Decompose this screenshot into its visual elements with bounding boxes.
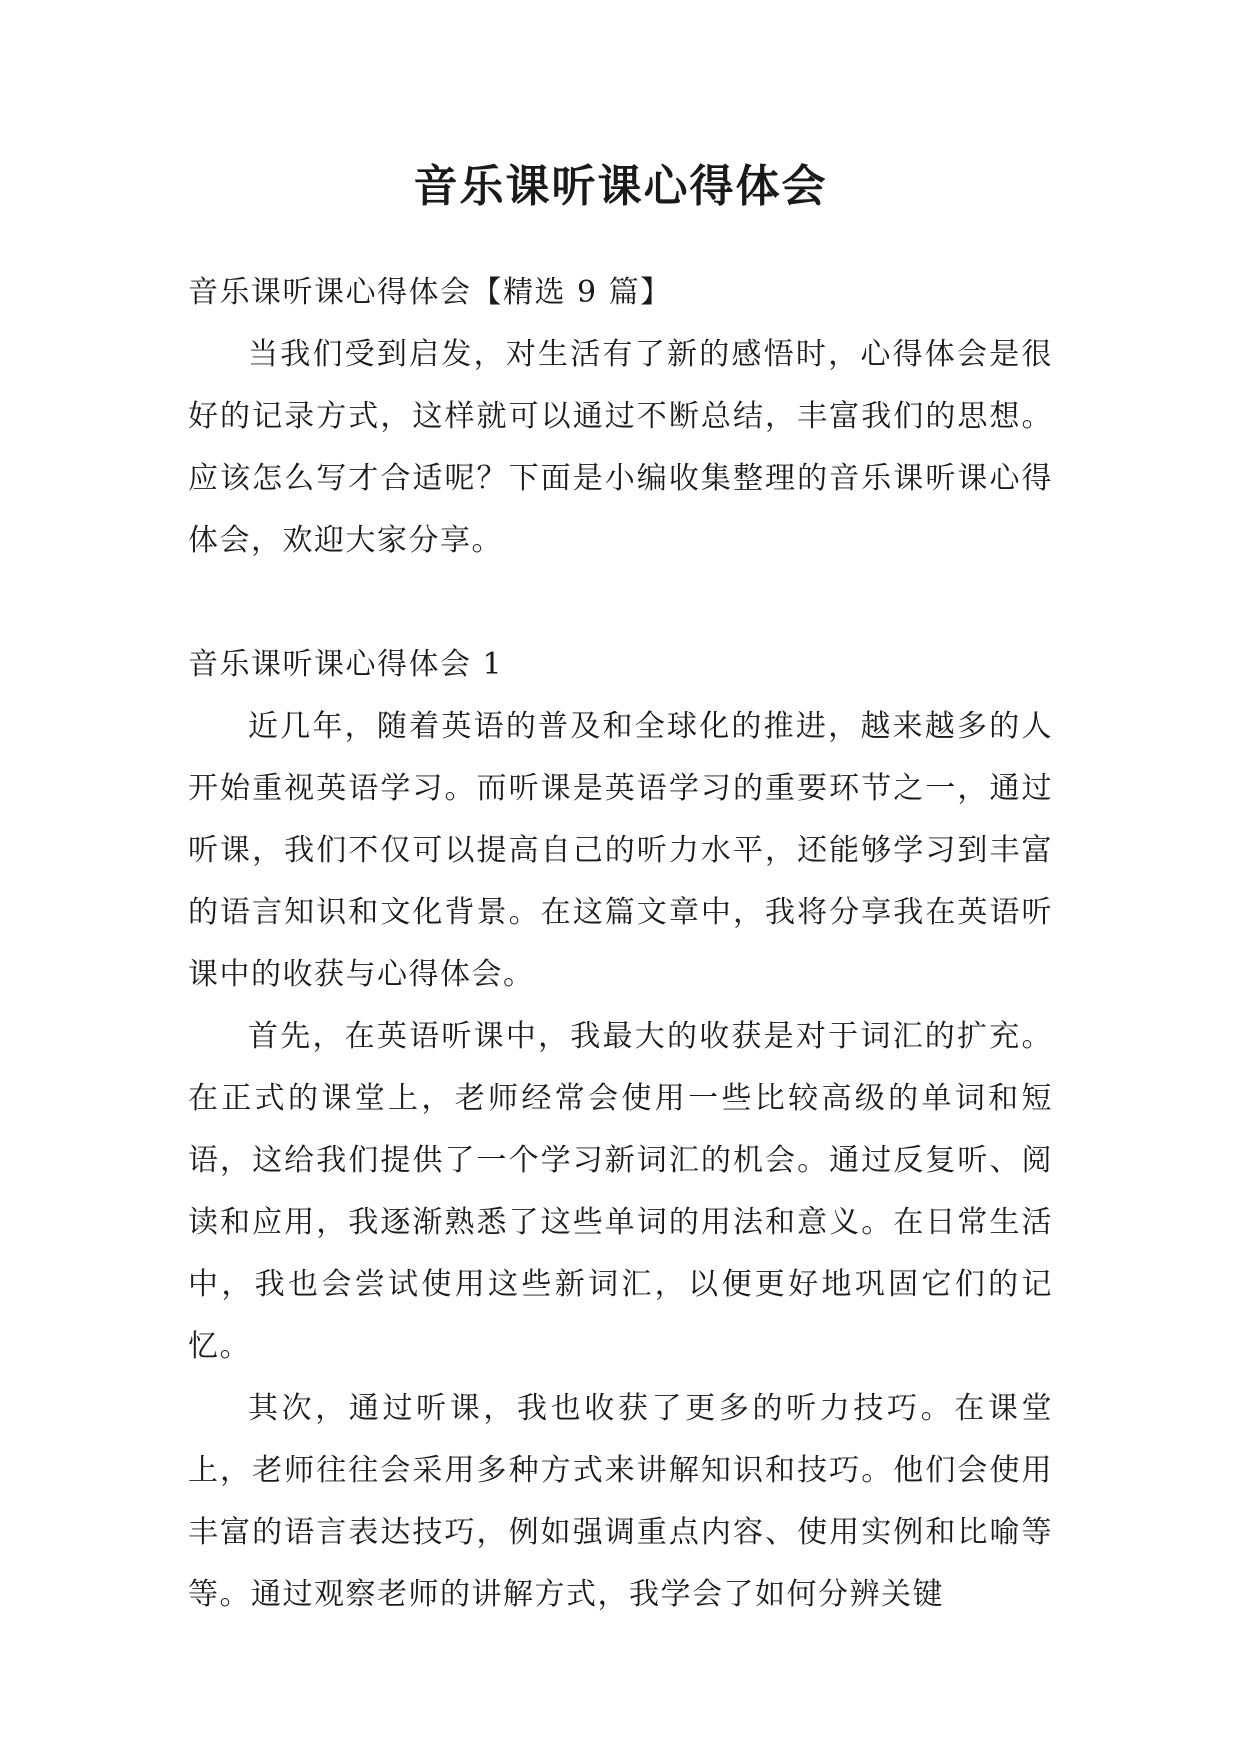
section-1-heading: 音乐课听课心得体会 1 <box>188 647 504 682</box>
document-body <box>188 262 1053 1626</box>
document-title: 音乐课听课心得体会 <box>413 161 828 212</box>
section-1-paragraph-3: 其次，通过听课，我也收获了更多的听力技巧。在课堂上，老师往往会采用多种方式来讲解知识和技巧。他们会使用丰富的语言表达技巧，例如强调重点内容、使用实例和比喻等等。通过观察老师的讲解方式，我学会了如何分辨关键 <box>188 1391 1053 1612</box>
intro-heading: 音乐课听课心得体会【精选 9 篇】 <box>188 275 672 310</box>
intro-paragraph: 当我们受到启发，对生活有了新的感悟时，心得体会是很好的记录方式，这样就可以通过不断总结，丰富我们的思想。应该怎么写才合适呢？下面是小编收集整理的音乐课听课心得体会，欢迎大家分享。 <box>188 337 1053 558</box>
section-1-paragraph-2: 首先，在英语听课中，我最大的收获是对于词汇的扩充。在正式的课堂上，老师经常会使用一些比较高级的单词和短语，这给我们提供了一个学习新词汇的机会。通过反复听、阅读和应用，我逐渐熟悉了这些单词的用法和意义。在日常生活中，我也会尝试使用这些新词汇，以便更好地巩固它们的记忆。 <box>188 1019 1053 1364</box>
section-spacer <box>188 572 1053 634</box>
section-1-paragraph-1: 近几年，随着英语的普及和全球化的推进，越来越多的人开始重视英语学习。而听课是英语学习的重要环节之一，通过听课，我们不仅可以提高自己的听力水平，还能够学习到丰富的语言知识和文化背景。在这篇文章中，我将分享我在英语听课中的收获与心得体会。 <box>188 709 1053 992</box>
